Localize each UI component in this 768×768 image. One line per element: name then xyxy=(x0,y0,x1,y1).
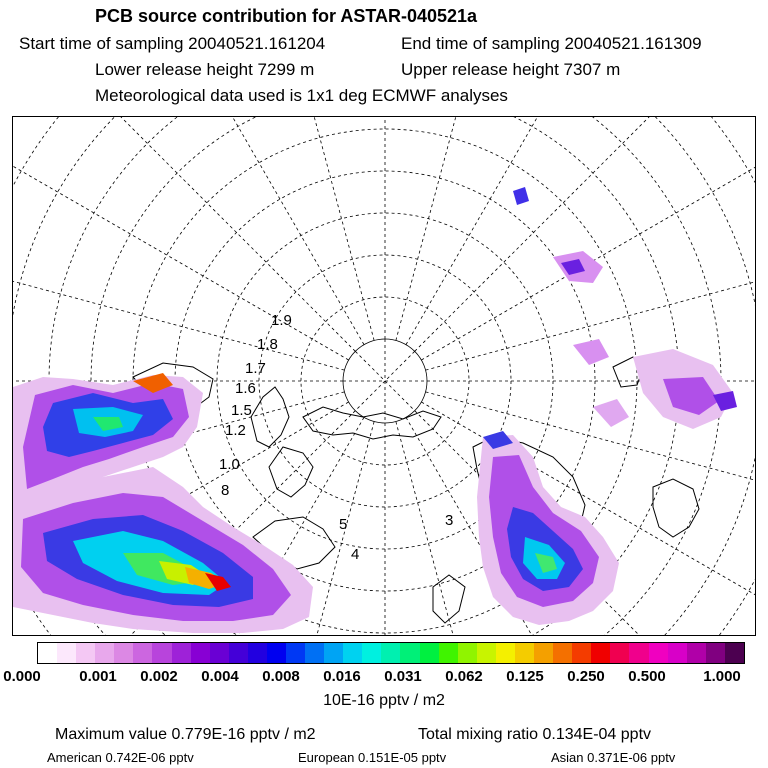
colorbar-swatch xyxy=(400,643,419,663)
colorbar-swatch xyxy=(133,643,152,663)
meridian-line xyxy=(13,148,344,370)
lat-label: 1.9 xyxy=(271,312,292,329)
lat-label: 1.6 xyxy=(235,380,256,397)
colorbar-swatch xyxy=(420,643,439,663)
colorbar-swatch xyxy=(629,643,648,663)
colorbar-swatch xyxy=(76,643,95,663)
colorbar-swatch xyxy=(381,643,400,663)
colorbar-swatch xyxy=(534,643,553,663)
colorbar-swatch xyxy=(572,643,591,663)
coastline-japan xyxy=(653,479,699,537)
total-mixing-ratio: Total mixing ratio 0.134E-04 pptv xyxy=(418,726,652,743)
colorbar-swatch xyxy=(458,643,477,663)
colorbar-swatch xyxy=(687,643,706,663)
lat-label: 1.8 xyxy=(257,336,278,353)
colorbar-swatch xyxy=(191,643,210,663)
colorbar-swatch xyxy=(286,643,305,663)
plume-patches-east xyxy=(513,187,737,429)
colorbar-swatch xyxy=(477,643,496,663)
lat-label: 1.2 xyxy=(225,422,246,439)
polar-map xyxy=(12,116,756,636)
colorbar-tick-label: 0.004 xyxy=(201,668,239,685)
colorbar-tick-label: 0.250 xyxy=(567,668,605,685)
lat-label: 1.0 xyxy=(219,456,240,473)
coastline-europe xyxy=(303,407,441,439)
meridian-line xyxy=(421,117,755,360)
coastline-india xyxy=(433,575,465,623)
colorbar-tick-label: 0.125 xyxy=(506,668,544,685)
colorbar-tick-label: 0.001 xyxy=(79,668,117,685)
lat-label: 1.5 xyxy=(231,402,252,419)
meridian-line xyxy=(13,117,349,360)
colorbar-swatch xyxy=(515,643,534,663)
american-contribution: American 0.742E-06 pptv xyxy=(47,750,194,765)
coastline-scandinavia xyxy=(269,447,313,497)
meridian-line xyxy=(152,117,374,340)
colorbar-unit: 10E-16 pptv / m2 xyxy=(323,692,445,709)
colorbar-swatch xyxy=(496,643,515,663)
colorbar-swatch xyxy=(553,643,572,663)
colorbar-tick-label: 0.500 xyxy=(628,668,666,685)
colorbar-swatch xyxy=(610,643,629,663)
colorbar-swatch xyxy=(114,643,133,663)
colorbar-swatch xyxy=(95,643,114,663)
colorbar-swatch xyxy=(439,643,458,663)
map-title: PCB source contribution for ASTAR-040521a xyxy=(95,6,478,26)
colorbar-swatch xyxy=(725,643,744,663)
meridian-line xyxy=(415,117,755,351)
colorbar-swatch xyxy=(324,643,343,663)
colorbar-tick-label: 0.002 xyxy=(140,668,178,685)
meridian-line xyxy=(406,117,755,345)
upper-release-height: Upper release height 7307 m xyxy=(401,60,621,79)
colorbar-tick-label: 0.000 xyxy=(3,668,41,685)
lat-labels xyxy=(219,312,453,563)
maximum-value: Maximum value 0.779E-16 pptv / m2 xyxy=(55,726,316,743)
lat-label: 1.7 xyxy=(245,360,266,377)
colorbar-swatch xyxy=(706,643,725,663)
colorbar-tick-label: 0.062 xyxy=(445,668,483,685)
plume-asia xyxy=(477,431,619,625)
colorbar-tick-label: 0.008 xyxy=(262,668,300,685)
meridian-line xyxy=(13,117,364,345)
colorbar-tick-label: 0.016 xyxy=(323,668,361,685)
colorbar-swatch xyxy=(267,643,286,663)
colorbar-swatch xyxy=(229,643,248,663)
colorbar-swatch xyxy=(38,643,57,663)
colorbar-swatch xyxy=(343,643,362,663)
colorbar-tick-label: 1.000 xyxy=(703,668,741,685)
colorbar-swatch xyxy=(305,643,324,663)
meridian-line xyxy=(13,117,355,351)
colorbar-swatch xyxy=(152,643,171,663)
coastline-greenland xyxy=(251,387,289,447)
lat-label: 5 xyxy=(339,516,348,533)
colorbar-tick-label: 0.031 xyxy=(384,668,422,685)
lat-label: 4 xyxy=(351,546,360,563)
colorbar-swatch xyxy=(172,643,191,663)
colorbar-swatch xyxy=(362,643,381,663)
lat-label: 3 xyxy=(445,512,454,529)
colorbar-swatch xyxy=(57,643,76,663)
plume-europe xyxy=(13,467,313,633)
european-contribution: European 0.151E-05 pptv xyxy=(298,750,447,765)
colorbar-swatch xyxy=(210,643,229,663)
colorbar-swatch xyxy=(248,643,267,663)
colorbar-swatch xyxy=(668,643,687,663)
lat-label: 8 xyxy=(221,482,230,499)
meridian-line xyxy=(396,117,618,340)
colorbar-swatch xyxy=(591,643,610,663)
meteorological-data-note: Meteorological data used is 1x1 deg ECMWF analyses xyxy=(95,86,508,105)
end-time: End time of sampling 20040521.161309 xyxy=(401,34,702,53)
lower-release-height: Lower release height 7299 m xyxy=(95,60,315,79)
start-time: Start time of sampling 20040521.161204 xyxy=(19,34,326,53)
colorbar-swatch xyxy=(649,643,668,663)
asian-contribution: Asian 0.371E-06 pptv xyxy=(551,750,676,765)
colorbar xyxy=(37,642,745,664)
